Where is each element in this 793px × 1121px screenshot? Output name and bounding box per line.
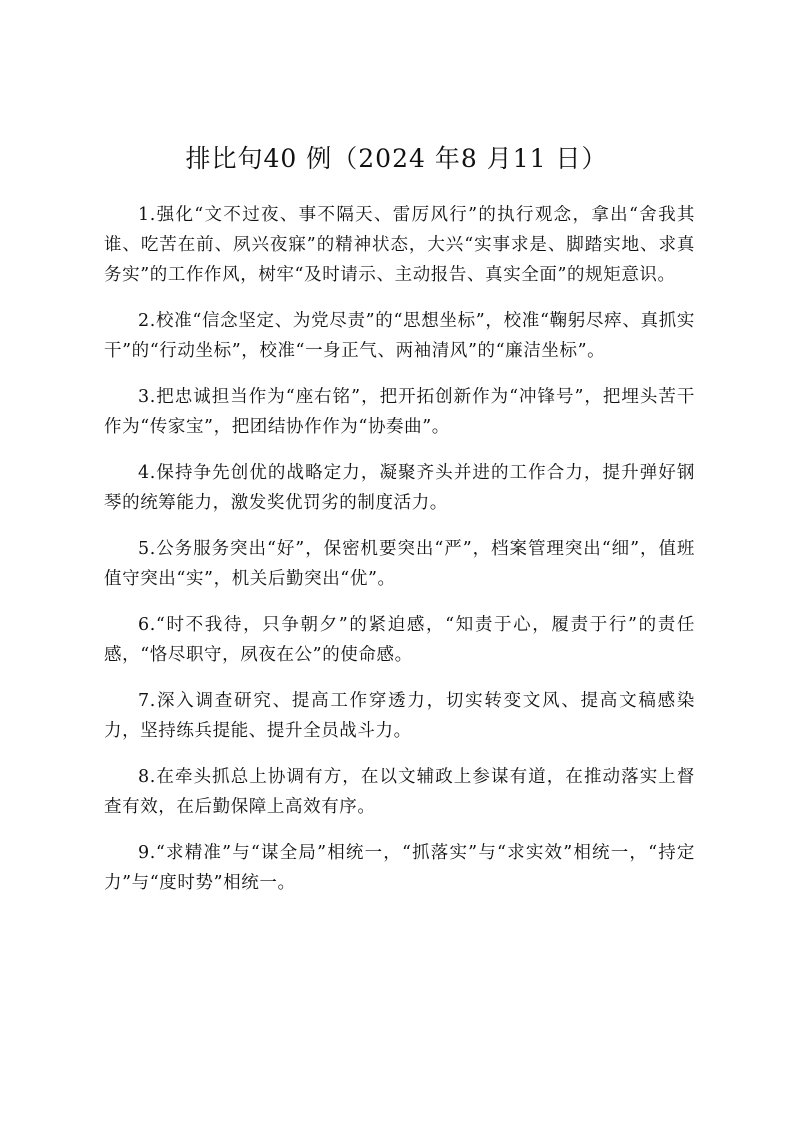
paragraph-3: 3.把忠诚担当作为“座右铭”，把开拓创新作为“冲锋号”，把埋头苦干作为“传家宝”，把团结协作作为“协奏曲”。	[104, 387, 695, 437]
paragraph-8: 8.在牵头抓总上协调有方，在以文辅政上参谋有道，在推动落实上督查有效，在后勤保障上高效有序。	[104, 767, 695, 817]
paragraph-6: 6.“时不我待，只争朝夕”的紧迫感，“知责于心，履责于行”的责任感，“恪尽职守，夙夜在公”的使命感。	[104, 615, 695, 665]
paragraph-2: 2.校准“信念坚定、为党尽责”的“思想坐标”，校准“鞠躬尽瘁、真抓实干”的“行动坐标”，校准“一身正气、两袖清风”的“廉洁坐标”。	[104, 311, 695, 361]
document-title: 排比句40 例（2024 年8 月11 日）	[185, 144, 608, 173]
paragraph-7: 7.深入调查研究、提高工作穿透力，切实转变文风、提高文稿感染力，坚持练兵提能、提升全员战斗力。	[104, 691, 695, 741]
paragraph-1: 1.强化“文不过夜、事不隔天、雷厉风行”的执行观念，拿出“舍我其谁、吃苦在前、夙兴夜寐”的精神状态，大兴“实事求是、脚踏实地、求真务实”的工作作风，树牢“及时请示、主动报告、真实全面”的规矩意识。	[104, 205, 695, 285]
paragraph-5: 5.公务服务突出“好”，保密机要突出“严”，档案管理突出“细”，值班值守突出“实”，机关后勤突出“优”。	[104, 539, 695, 589]
document-body	[104, 200, 695, 914]
paragraph-9: 9.“求精准”与“谋全局”相统一，“抓落实”与“求实效”相统一，“持定力”与“度时势”相统一。	[104, 843, 695, 893]
paragraph-4: 4.保持争先创优的战略定力，凝聚齐头并进的工作合力，提升弹好钢琴的统筹能力，激发奖优罚劣的制度活力。	[104, 463, 695, 513]
